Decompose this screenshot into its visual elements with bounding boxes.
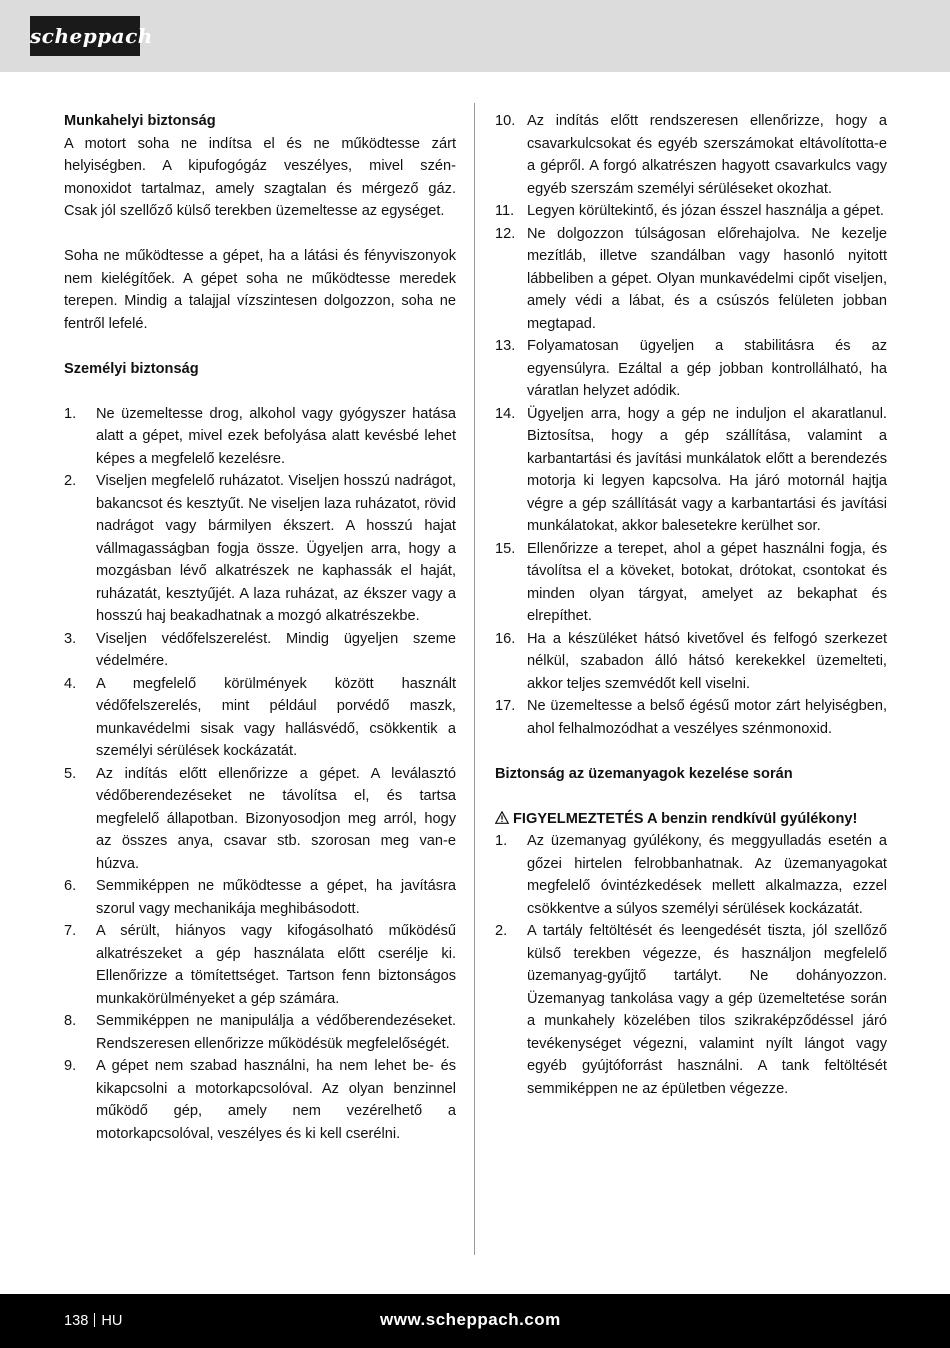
warning-triangle-icon [495, 811, 509, 824]
list-item: 4. A megfelelő körülmények között használt védőfelszerelés, mint például porvédő maszk, munkavédelmi sisak vagy hallásvédő, csökkentik a személyi sérülések kockázatát. [64, 675, 456, 759]
personal-safety-heading: Személyi biztonság [64, 360, 199, 377]
list-item: 7. A sérült, hiányos vagy kifogásolható működésű alkatrészeket a gép használata előtt cserélje ki. Ellenőrizze a tömítettséget. Tartson fenn biztonságos munkakörülményeket a gép számára. [64, 923, 456, 1007]
list-item: 2. A tartály feltöltését és leengedését tiszta, jól szellőző külső terekben végezze, és használjon megfelelő üzemanyag-gyűjtő tartályt. Ne dohányozzon. Üzemanyag tankolása vagy a gép üzemeltetése során a munkahely közelében tilos szikraképződéssel járó tevékenységet végezni, valamint nyílt lángot vagy egyéb gyújtóforrást használni. A tank feltöltését semmiképpen ne az épületben végezze. [495, 923, 887, 1097]
scheppach-logo: scheppach [30, 16, 140, 56]
list-item: 11. Legyen körültekintő, és józan ésszel használja a gépet. [495, 203, 884, 219]
page-number: 138 HU [64, 1313, 123, 1329]
page-header [0, 0, 950, 72]
list-item: 3. Viseljen védőfelszerelést. Mindig ügyeljen szeme védelmére. [64, 630, 456, 669]
warning-text: FIGYELMEZTETÉS A benzin rendkívül gyúlékony! [513, 810, 858, 827]
personal-safety-list [64, 403, 456, 1146]
page-separator [94, 1313, 95, 1327]
left-column [64, 110, 456, 1145]
workplace-safety-heading: Munkahelyi biztonság [64, 113, 216, 129]
list-item: 9. A gépet nem szabad használni, ha nem lehet be- és kikapcsolni a motorkapcsolóval. Az olyan benzinnel működő gép, amely nem vezérelhető a motorkapcsolóval, veszélyes és ki kell cserélni. [64, 1058, 456, 1142]
list-item: 5. Az indítás előtt ellenőrizze a gépet. A leválasztó védőberendezéseket ne távolítsa el, és tartsa megfelelő állapotban. Bizonyosodjon meg arról, hogy az összes anya, csavar stb. szorosan meg van-e húzva. [64, 765, 456, 872]
personal-safety-list-continued [495, 110, 887, 740]
list-item: 12. Ne dolgozzon túlságosan előrehajolva. Ne kezelje mezítláb, illetve szandálban vagy hasonló nyitott lábbeliben a gépet. Olyan munkavédelmi cipőt viseljen, amely védi a lábat, és a csúszós felületen jobban megtapad. [495, 225, 887, 332]
list-item: 13. Folyamatosan ügyeljen a stabilitásra és az egyensúlyra. Ezáltal a gép jobban kontrollálható, ha váratlan helyzet adódik. [495, 338, 887, 399]
list-item: 6. Semmiképpen ne működtesse a gépet, ha javításra szorul vagy mechanikája meghibásodott. [64, 878, 456, 917]
list-item: 16. Ha a készüléket hátsó kivetővel és felfogó szerkezet nélkül, szabadon álló hátsó kerekekkel üzemelteti, akkor teljes szemvédőt kell viselni. [495, 630, 887, 692]
list-item: 14. Ügyeljen arra, hogy a gép ne induljon el akaratlanul. Biztosítsa, hogy a gép szállítása, valamint a karbantartási és javítási munkálatok előtt a berendezés motorja ki legyen kapcsolva. Ha járó motornál hajtja végre a gép szállítását vagy a karbantartási és javítási munkálatokat, akkor balesetekre kerülhet sor. [495, 405, 887, 534]
list-item: 8. Semmiképpen ne manipulálja a védőberendezéseket. Rendszeresen ellenőrizze működésük megfelelőségét. [64, 1013, 456, 1052]
list-item: 10. Az indítás előtt rendszeresen ellenőrizze, hogy a csavarkulcsokat és egyéb szerszámokat eltávolította-e a gépről. A forgó alkatrészen hagyott csavarkulcs vagy egyéb szerszám személyi sérüléseket okozhat. [495, 113, 887, 197]
website-link[interactable]: www.scheppach.com [380, 1310, 561, 1329]
list-item: 15. Ellenőrizze a terepet, ahol a gépet használni fogja, és távolítsa el a köveket, botokat, drótokat, csontokat és minden olyan tárgyat, amelyet az bekaphat és elrepíthet. [495, 540, 887, 624]
page-footer [0, 1294, 950, 1348]
language-code: HU [101, 1313, 123, 1329]
column-divider [474, 103, 475, 1255]
right-column [495, 110, 887, 1100]
fuel-safety-heading: Biztonság az üzemanyagok kezelése során [495, 765, 793, 782]
list-item: 1. Az üzemanyag gyúlékony, és meggyulladás esetén a gőzei hirtelen felrobbanhatnak. Az üzemanyagokat megfelelő óvintézkedések mellett alkalmazza, ezzel csökkentve a súlyos személyi sérülések kockázatát. [495, 833, 887, 917]
workplace-paragraph-1: A motort soha ne indítsa el és ne működtesse zárt helyiségben. A kipufogógáz veszélyes, mivel szén-monoxidot tartalmaz, amely szagtalan és mérgező gáz. Csak jól szellőző külső terekben üzemeltesse az egységet. [64, 135, 456, 219]
fuel-warning [495, 808, 887, 831]
workplace-paragraph-2: Soha ne működtesse a gépet, ha a látási és fényviszonyok nem kielégítőek. A gépet soha ne működtesse meredek terepen. Mindig a talajjal vízszintesen dolgozzon, soha ne fentről lefelé. [64, 248, 456, 332]
fuel-safety-list [495, 830, 887, 1100]
list-item: 17. Ne üzemeltesse a belső égésű motor zárt helyiségben, ahol felhalmozódhat a veszélyes szénmonoxid. [495, 698, 887, 737]
list-item: 1. Ne üzemeltesse drog, alkohol vagy gyógyszer hatása alatt a gépet, mivel ezek befolyása alatt kevésbé lehet képes a megfelelő kezelésre. [64, 405, 456, 467]
list-item: 2. Viseljen megfelelő ruházatot. Viseljen hosszú nadrágot, bakancsot és kesztyűt. Ne viseljen laza ruházatot, rövid nadrágot vagy bármilyen ékszert. A hosszú hajat vállmagasságban fogja össze. Ügyeljen arra, hogy a mozgásban lévő alkatrészek ne kaphassák el haját, ruházatát, kesztyűjét. A laza ruházat, az ékszer vagy a hosszú haj beakadhatnak a mozgó alkatrészekbe. [64, 473, 456, 624]
